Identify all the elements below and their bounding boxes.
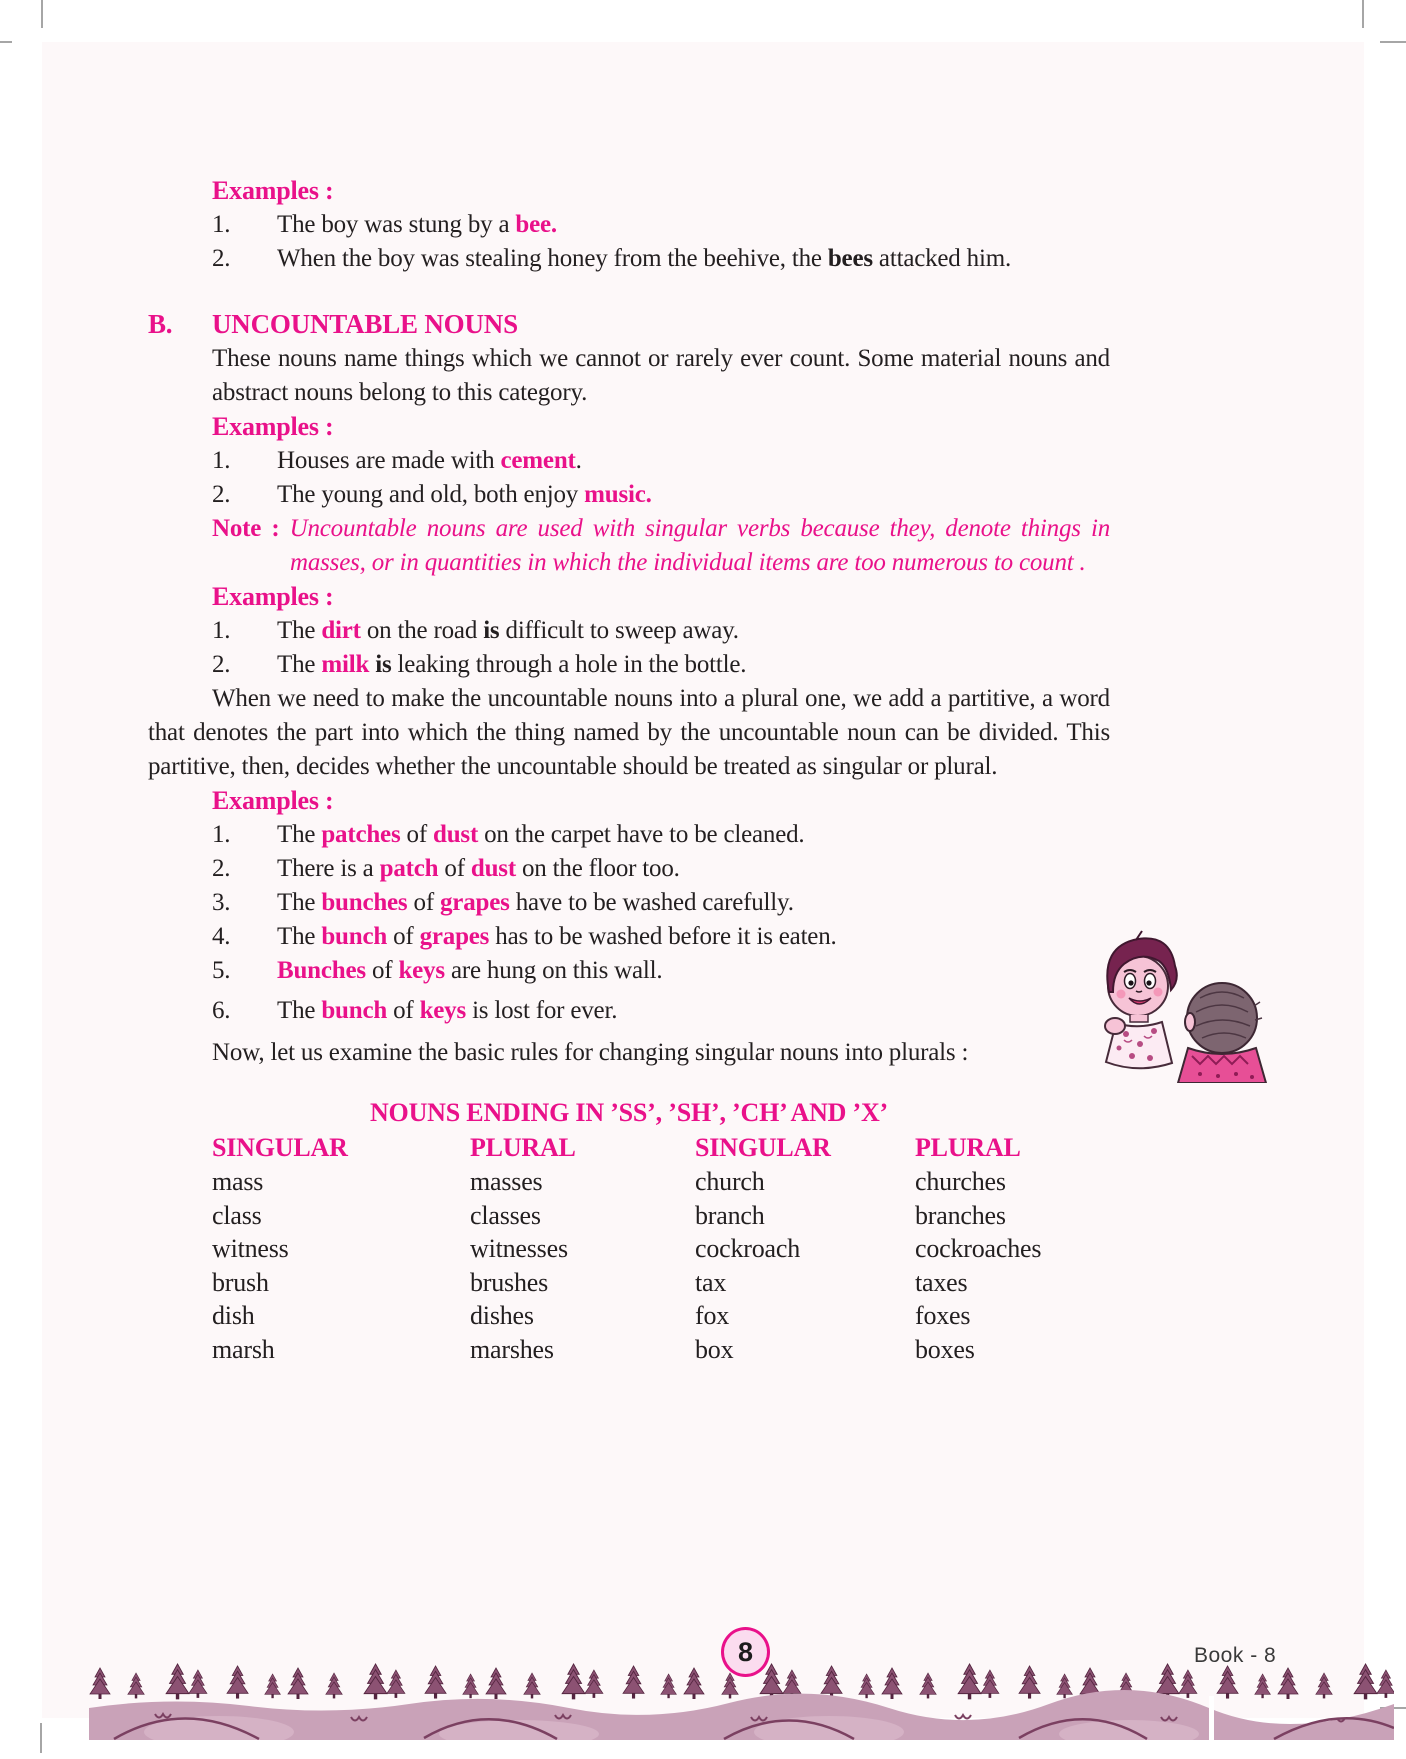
table-cell: dishes — [470, 1301, 534, 1330]
text-run: dust — [470, 855, 516, 882]
text-run: is — [483, 617, 500, 644]
list-item-text — [277, 444, 1110, 478]
list-item-number: 1. — [212, 821, 231, 848]
text-run: Uncountable nouns are used with singular verbs because they, denote things in masses, or in quantities in which the individual items are too numerous to count . — [279, 515, 1110, 576]
pine-tree-icon — [684, 1668, 704, 1699]
list-item-number: 5. — [212, 957, 231, 984]
table-cell: marsh — [212, 1334, 275, 1364]
table-cell: classes — [470, 1200, 541, 1230]
book-page — [42, 42, 1364, 1718]
text-run: on the carpet have to be cleaned. — [478, 821, 805, 848]
pine-tree-icon — [760, 1664, 783, 1699]
list-item-text — [277, 614, 1110, 648]
text-run: of — [365, 957, 399, 984]
pine-tree-icon — [364, 1664, 387, 1699]
list-item — [212, 818, 1110, 852]
pine-tree-icon — [859, 1674, 875, 1698]
table-cell: dish — [212, 1301, 255, 1330]
back-child-head — [1187, 983, 1257, 1053]
pine-tree-icon — [981, 1670, 999, 1698]
crop-mark — [40, 1723, 42, 1753]
list-item-text — [277, 478, 1110, 512]
section-letter: B. — [148, 309, 173, 339]
text-run: have to be washed carefully. — [509, 889, 794, 916]
examples-heading: Examples : — [212, 412, 334, 441]
text-run: on the floor too. — [515, 855, 680, 882]
text-run: dust — [433, 821, 479, 848]
list-item — [212, 478, 1110, 512]
text-run: has to be washed before it is eaten. — [489, 923, 837, 950]
book-label: Book - 8 — [1194, 1644, 1277, 1667]
text-run: These nouns name things which we cannot or rarely ever count. Some material nouns and abstract nouns belong to this category. — [212, 345, 1110, 406]
crop-mark — [0, 41, 12, 43]
pine-tree-icon — [1316, 1673, 1332, 1698]
text-run: When we need to make the uncountable nouns into a plural one, we add a partitive, a word that denotes the part into which the thing named by the uncountable noun can be divided. This partitive, then, decides whether the uncountable should be treated as singular or plural. — [148, 685, 1110, 780]
table-cell: taxes — [915, 1267, 968, 1297]
list-item — [212, 648, 1110, 682]
text-run: Bunches — [277, 957, 366, 984]
table-cell: marshes — [470, 1334, 554, 1364]
list-item-text — [277, 818, 977, 852]
text-run: Now, let us examine the basic rules for changing singular nouns into plurals : — [212, 1039, 969, 1066]
list-item — [212, 242, 1110, 276]
section-title: UNCOUNTABLE NOUNS — [212, 309, 518, 339]
text-run: When the boy was stealing honey from the beehive, the — [277, 245, 828, 272]
table-cell: cockroach — [695, 1234, 801, 1263]
pine-tree-icon — [425, 1666, 446, 1699]
table-cell: mass — [212, 1167, 264, 1196]
crop-mark — [1362, 0, 1364, 28]
note-label: Note : — [212, 515, 280, 542]
section-heading — [148, 306, 1110, 342]
text-run: of — [407, 889, 440, 916]
text-run: bunch — [321, 923, 388, 950]
pine-tree-icon — [486, 1668, 506, 1699]
text-run: Houses are made with — [277, 447, 501, 474]
text-run: difficult to sweep away. — [499, 617, 739, 644]
table-cell: witness — [212, 1234, 289, 1263]
text-run: of — [387, 997, 420, 1024]
pine-tree-icon — [90, 1668, 110, 1699]
pine-tree-icon — [1217, 1666, 1238, 1699]
text-run: of — [387, 923, 420, 950]
list-item-text — [277, 852, 977, 886]
examples-heading: Examples : — [212, 582, 334, 611]
text-run: are hung on this wall. — [444, 957, 663, 984]
pine-tree-icon — [1057, 1674, 1073, 1698]
crop-mark — [1380, 41, 1406, 43]
text-run: There is a — [277, 855, 380, 882]
table-cell: brush — [212, 1267, 269, 1297]
table-cell: tax — [695, 1267, 727, 1297]
text-run: grapes — [419, 923, 490, 950]
text-run: The boy was stung by a — [277, 211, 516, 238]
table-cell: church — [695, 1167, 765, 1196]
pine-tree-icon — [585, 1670, 603, 1698]
pupil — [1146, 980, 1151, 985]
examples-heading: Examples : — [212, 176, 334, 205]
text-run: The young and old, both enjoy — [277, 481, 585, 508]
body-paragraph — [212, 342, 1110, 410]
page-number: 8 — [737, 1636, 754, 1667]
list-item-text — [277, 208, 1110, 242]
text-run: The — [277, 821, 322, 848]
table-cell: foxes — [915, 1301, 971, 1330]
crop-mark — [41, 0, 43, 28]
text-run: bee. — [515, 211, 557, 238]
body-paragraph — [212, 1036, 1110, 1070]
text-run: is — [375, 651, 392, 678]
list-item-number: 2. — [212, 651, 231, 678]
list-item — [212, 886, 1110, 920]
text-run: of — [400, 821, 434, 848]
list-item-number: 1. — [212, 617, 231, 644]
list-item-number: 1. — [212, 447, 231, 474]
pupil — [1128, 980, 1133, 985]
text-run: music. — [584, 481, 652, 508]
list-item-text — [277, 648, 1110, 682]
text-run: bunches — [321, 889, 408, 916]
text-run: milk — [321, 651, 370, 678]
text-run: on the road — [360, 617, 484, 644]
table-cell: churches — [915, 1167, 1006, 1196]
table-cell: branches — [915, 1200, 1006, 1230]
table-header: SINGULAR — [695, 1133, 831, 1162]
text-run: cement — [500, 447, 576, 474]
text-run: The — [277, 617, 322, 644]
list-item-text — [277, 242, 1110, 276]
back-child-ear — [1185, 1013, 1195, 1031]
pine-tree-icon — [387, 1670, 405, 1698]
pine-tree-icon — [189, 1670, 207, 1698]
list-item — [212, 954, 1110, 988]
pine-tree-icon — [463, 1674, 479, 1698]
list-item — [212, 444, 1110, 478]
text-run: attacked him. — [872, 245, 1011, 272]
list-item — [212, 852, 1110, 886]
pine-tree-icon — [1278, 1668, 1298, 1699]
list-item-text — [277, 920, 977, 954]
list-item-number: 1. — [212, 211, 231, 238]
text-run: bunch — [321, 997, 388, 1024]
text-run: leaking through a hole in the bottle. — [391, 651, 747, 678]
pine-tree-icon — [524, 1673, 540, 1698]
table-cell: branch — [695, 1200, 765, 1230]
pine-tree-icon — [288, 1668, 308, 1699]
pine-tree-icon — [623, 1666, 644, 1699]
pine-tree-icon — [920, 1673, 936, 1698]
neck — [1130, 1015, 1148, 1022]
text-run: . — [575, 447, 582, 474]
examples-heading: Examples : — [212, 786, 334, 815]
note-paragraph — [212, 512, 1110, 580]
text-run: patch — [379, 855, 439, 882]
pine-tree-icon — [1019, 1666, 1040, 1699]
page-body — [148, 174, 1110, 1366]
table-cell: witnesses — [470, 1234, 568, 1263]
pine-tree-icon — [128, 1673, 144, 1698]
table-header: PLURAL — [915, 1133, 1021, 1162]
kids-illustration — [1072, 928, 1272, 1083]
table-cell: class — [212, 1200, 262, 1230]
pine-tree-icon — [265, 1674, 281, 1698]
table-cell: cockroaches — [915, 1234, 1042, 1263]
text-run: grapes — [440, 889, 510, 916]
text-run: of — [438, 855, 471, 882]
pine-tree-icon — [1377, 1670, 1394, 1698]
pine-tree-icon — [661, 1674, 677, 1698]
list-item — [212, 920, 1110, 954]
plural-table — [212, 1130, 1110, 1366]
text-run: is lost for ever. — [466, 997, 618, 1024]
pine-tree-icon — [166, 1664, 189, 1699]
pine-tree-icon — [1255, 1674, 1271, 1698]
table-cell: fox — [695, 1301, 730, 1330]
pine-tree-icon — [821, 1666, 842, 1699]
table-cell: brushes — [470, 1267, 549, 1297]
list-item-number: 2. — [212, 481, 231, 508]
list-item-number: 4. — [212, 923, 231, 950]
pine-tree-icon — [882, 1668, 902, 1699]
table-cell: box — [695, 1334, 734, 1364]
list-item-number: 2. — [212, 855, 231, 882]
blush — [1154, 988, 1163, 997]
art-seam — [1209, 1696, 1214, 1740]
blush — [1117, 990, 1126, 999]
text-run: dirt — [321, 617, 361, 644]
text-run: bees — [827, 245, 873, 272]
pine-tree-icon — [958, 1664, 981, 1699]
list-item-number: 3. — [212, 889, 231, 916]
text-run: The — [277, 923, 322, 950]
pine-tree-icon — [1179, 1670, 1197, 1698]
hand — [1105, 1018, 1125, 1034]
table-title: NOUNS ENDING IN ’SS’, ’SH’, ’CH’ AND ’X’ — [369, 1098, 889, 1127]
list-item — [212, 994, 1110, 1028]
text-run: keys — [419, 997, 467, 1024]
page-number-badge — [721, 1627, 770, 1677]
pine-tree-icon — [722, 1673, 738, 1698]
list-item-number: 6. — [212, 997, 231, 1024]
table-cell: masses — [470, 1167, 543, 1196]
list-item-text — [277, 886, 977, 920]
list-item — [212, 208, 1110, 242]
text-run: The — [277, 889, 322, 916]
pine-tree-icon — [227, 1666, 248, 1699]
list-item — [212, 614, 1110, 648]
table-header: PLURAL — [470, 1133, 576, 1162]
list-item-text — [277, 994, 977, 1028]
body-paragraph — [148, 682, 1110, 784]
pine-tree-icon — [1354, 1664, 1377, 1699]
list-item-number: 2. — [212, 245, 231, 272]
pine-tree-icon — [326, 1673, 342, 1698]
table-header: SINGULAR — [212, 1133, 348, 1162]
text-run: The — [277, 651, 322, 678]
text-run: The — [277, 997, 322, 1024]
table-cell: boxes — [915, 1334, 975, 1364]
text-run: keys — [398, 957, 445, 984]
list-item-text — [277, 954, 977, 988]
pine-tree-icon — [562, 1664, 585, 1699]
text-run: patches — [321, 821, 401, 848]
